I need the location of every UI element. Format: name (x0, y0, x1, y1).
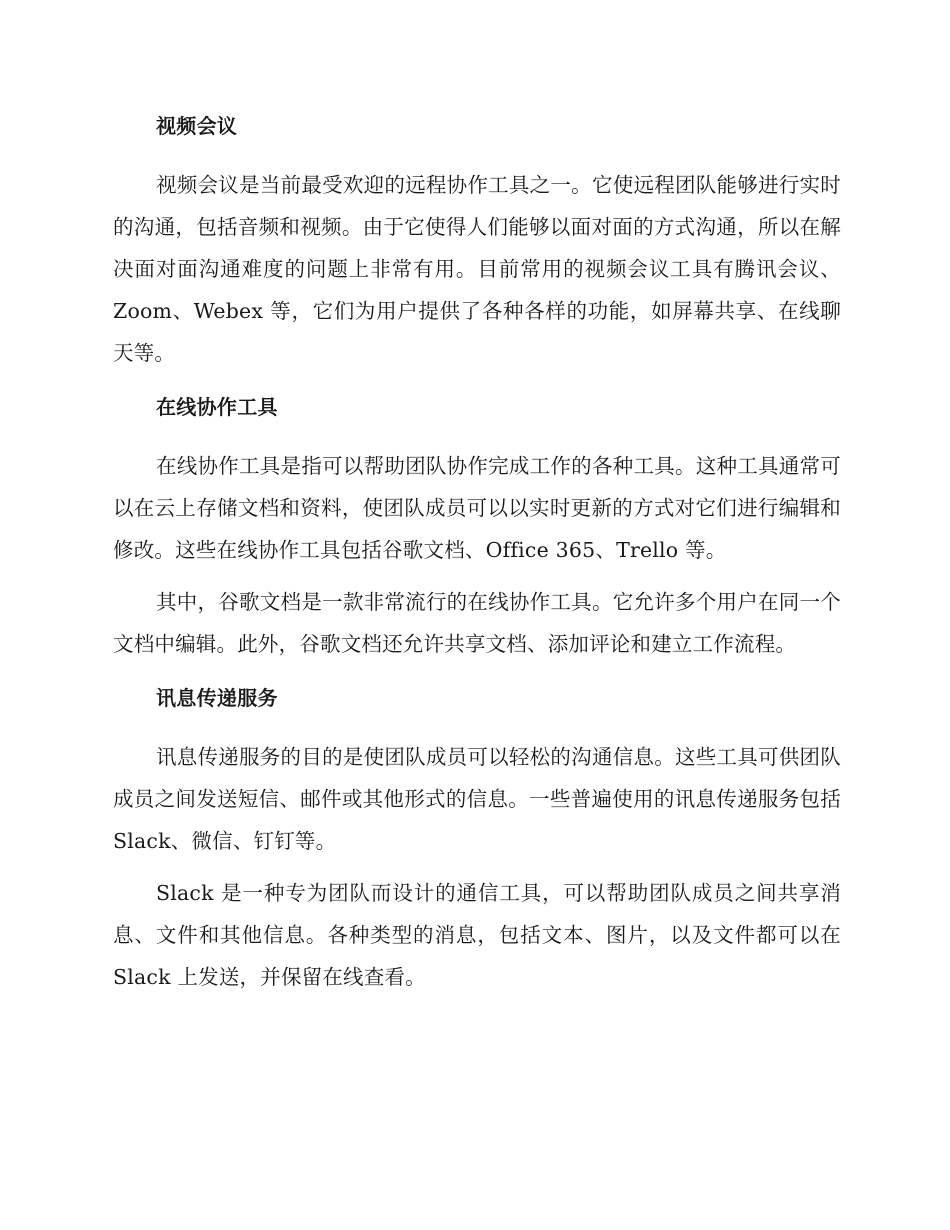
paragraph: 在线协作工具是指可以帮助团队协作完成工作的各种工具。这种工具通常可以在云上存储文档和资料，使团队成员可以以实时更新的方式对它们进行编辑和修改。这些在线协作工具包括谷歌文档、Office 365、Trello 等。 (113, 454, 841, 562)
section-online-collaboration (113, 390, 841, 665)
section-heading: 讯息传递服务 (156, 686, 278, 710)
paragraph: 讯息传递服务的目的是使团队成员可以轻松的沟通信息。这些工具可供团队成员之间发送短信、邮件或其他形式的信息。一些普遍使用的讯息传递服务包括 Slack、微信、钉钉等。 (113, 745, 841, 853)
section-video-conference (113, 109, 841, 374)
document-body (113, 109, 841, 1014)
section-heading: 在线协作工具 (156, 395, 278, 419)
section-heading: 视频会议 (156, 114, 238, 138)
section-messaging-services (113, 681, 841, 998)
paragraph: 视频会议是当前最受欢迎的远程协作工具之一。它使远程团队能够进行实时的沟通，包括音频和视频。由于它使得人们能够以面对面的方式沟通，所以在解决面对面沟通难度的问题上非常有用。目前常用的视频会议工具有腾讯会议、Zoom、Webex 等，它们为用户提供了各种各样的功能，如屏幕共享、在线聊天等。 (113, 173, 842, 365)
paragraph: Slack 是一种专为团队而设计的通信工具，可以帮助团队成员之间共享消息、文件和其他信息。各种类型的消息，包括文本、图片，以及文件都可以在 Slack 上发送，并保留在线查看。 (113, 881, 841, 989)
paragraph: 其中，谷歌文档是一款非常流行的在线协作工具。它允许多个用户在同一个文档中编辑。此外，谷歌文档还允许共享文档、添加评论和建立工作流程。 (113, 590, 841, 656)
